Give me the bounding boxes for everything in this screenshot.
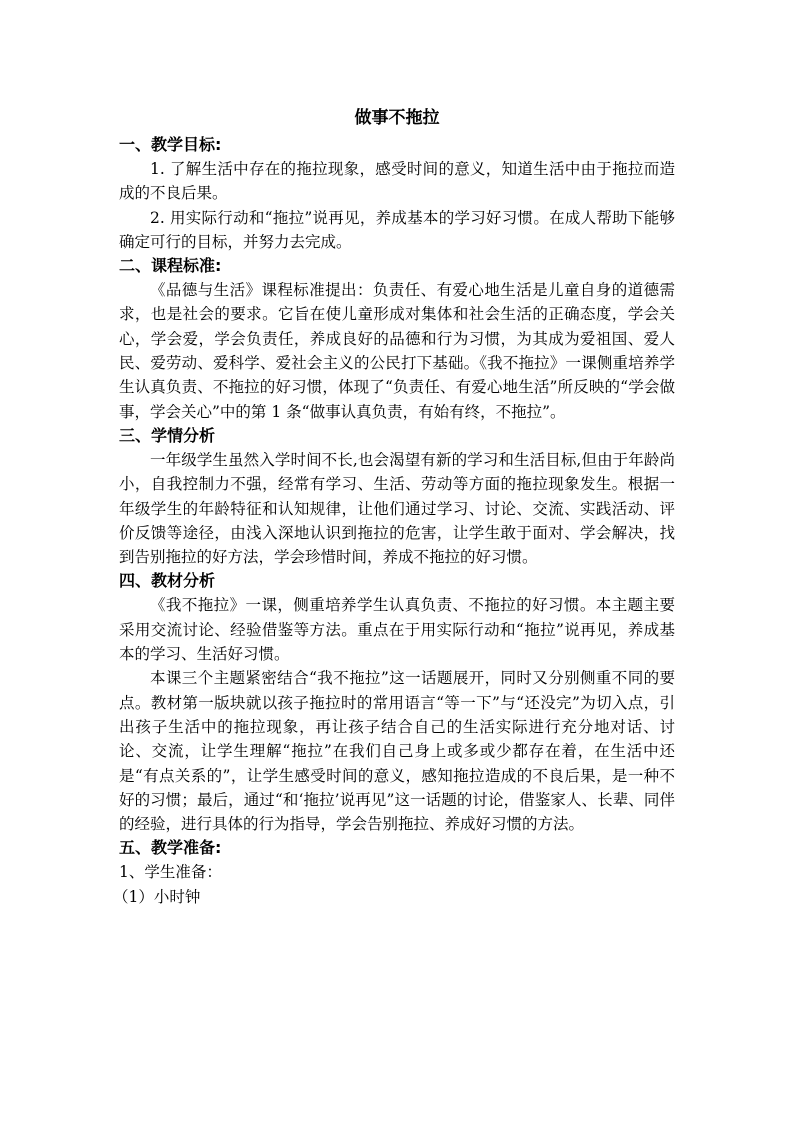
goal-paragraph-1: 1. 了解生活中存在的拖拉现象，感受时间的意义，知道生活中由于拖拉而造成的不良后果。	[119, 160, 675, 203]
goal-paragraph-2: 2. 用实际行动和“拖拉”说再见，养成基本的学习好习惯。在成人帮助下能够确定可行的目标，并努力去完成。	[119, 208, 675, 251]
preparation-subitem-clock: （1）小时钟	[113, 887, 201, 906]
page-title: 做事不拖拉	[354, 108, 440, 128]
textbook-paragraph-2: 本课三个主题紧密结合“我不拖拉”这一话题展开，同时又分别侧重不同的要点。教材第一版块就以孩子拖拉时的常用语言“等一下”与“还没完”为切入点，引出孩子生活中的拖拉现象，再让孩子结合自己的生活实际进行充分地对话、讨论、交流，让学生理解“拖拉”在我们自己身上或多或少都存在着，在生活中还是“有点关系的”，让学生感受时间的意义，感知拖拉造成的不良后果，是一种不好的习惯；最后，通过“和‘拖拉’说再见”这一话题的讨论，借鉴家人、长辈、同伴的经验，进行具体的行为指导，学会告别拖拉、养成好习惯的方法。	[119, 669, 675, 834]
section-heading-curriculum-standards: 二、课程标准:	[119, 256, 222, 276]
textbook-paragraph-1: 《我不拖拉》一课，侧重培养学生认真负责、不拖拉的好习惯。本主题主要采用交流讨论、经验借鉴等方法。重点在于用实际行动和“拖拉”说再见，养成基本的学习、生活好习惯。	[119, 596, 675, 664]
section-heading-teaching-goals: 一、教学目标:	[119, 135, 222, 154]
curriculum-paragraph: 《品德与生活》课程标准提出：负责任、有爱心地生活是儿童自身的道德需求，也是社会的要求。它旨在使儿童形成对集体和社会生活的正确态度，学会关心，学会爱，学会负责任，养成良好的品德和行为习惯，为其成为爱祖国、爱人民、爱劳动、爱科学、爱社会主义的公民打下基础。《我不拖拉》一课侧重培养学生认真负责、不拖拉的好习惯，体现了“负责任、有爱心地生活”所反映的“学会做事，学会关心”中的第 1 条“做事认真负责，有始有终，不拖拉”。	[119, 281, 675, 421]
section-heading-teaching-preparation: 五、教学准备:	[119, 838, 222, 858]
section-heading-textbook-analysis: 四、教材分析	[119, 571, 216, 591]
preparation-item-student: 1、学生准备：	[119, 863, 222, 882]
document-body	[113, 103, 675, 909]
student-analysis-paragraph: 一年级学生虽然入学时间不长,也会渴望有新的学习和生活目标,但由于年龄尚小，自我控制力不强，经常有学习、生活、劳动等方面的拖拉现象发生。根据一年级学生的年龄特征和认知规律，让他们通过学习、讨论、交流、实践活动、评价反馈等途径，由浅入深地认识到拖拉的危害，让学生敢于面对、学会解决，找到告别拖拉的好方法，学会珍惜时间，养成不拖拉的好习惯。	[119, 450, 675, 567]
section-heading-student-analysis: 三、学情分析	[119, 425, 216, 445]
